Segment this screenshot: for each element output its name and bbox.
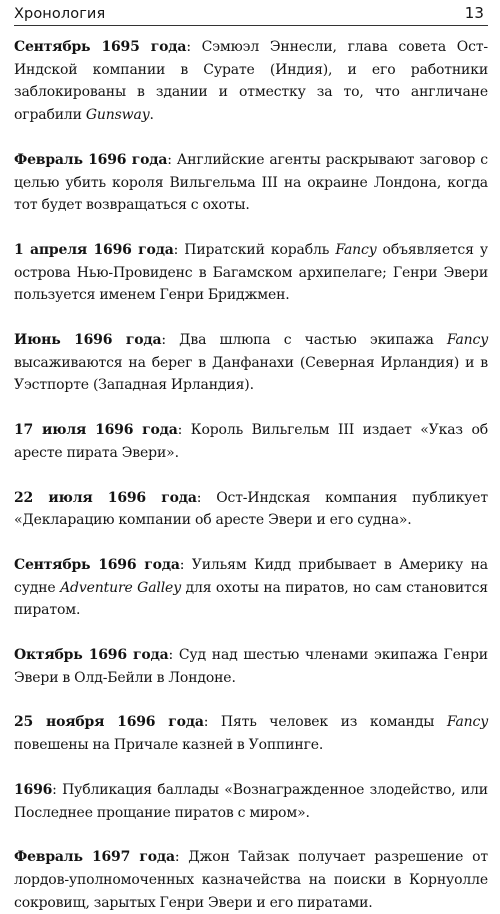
chronology-entry <box>14 779 488 824</box>
entry-date: Февраль 1696 года <box>14 151 168 168</box>
entry-date: 22 июля 1696 года <box>14 489 197 506</box>
entry-text: : Суд над шестью членами экипажа Генри Эвери в Олд-Бейли в Лондоне. <box>14 647 488 686</box>
chronology-entry <box>14 329 488 397</box>
entry-date: 17 июля 1696 года <box>14 422 178 439</box>
entry-text: . <box>149 107 154 124</box>
chronology-entry <box>14 554 488 622</box>
chronology-entry <box>14 487 488 532</box>
entry-text: : Ост-Индская компания публикует «Декларацию компании об аресте Эвери и его судна». <box>14 489 488 529</box>
section-title: Хронология <box>14 6 106 22</box>
entry-italic-name: Adventure Galley <box>60 579 181 596</box>
entry-text: : Король Вильгельм III издает «Указ об аресте пирата Эвери». <box>14 422 488 461</box>
chronology-entry <box>14 419 488 464</box>
chronology-entry <box>14 149 488 217</box>
entry-date: Июнь 1696 года <box>14 332 162 349</box>
entry-text: повешены на Причале казней в Уоппинге. <box>14 737 324 754</box>
entry-text: для охоты на пиратов, но сам становится пиратом. <box>14 579 488 619</box>
entry-date: 25 ноября 1696 года <box>14 714 204 731</box>
entry-date: Сентябрь 1695 года <box>14 39 187 55</box>
entry-text: объявляется у острова Нью-Провиденс в Багамском архипелаге; Генри Эвери пользуется именем Генри Бриджмен. <box>14 241 488 304</box>
entry-italic-name: Fancy <box>335 241 377 258</box>
entry-text: высаживаются на берег в Данфанахи (Северная Ирландия) и в Уэстпорте (Западная Ирландия). <box>14 354 488 394</box>
entry-text: : Публикация баллады «Вознагражденное злодейство, или Последнее прощание пиратов с миром». <box>14 781 488 821</box>
chronology-list <box>14 36 488 914</box>
entry-text: : Сэмюэл Эннесли, глава совета Ост-Индской компании в Сурате (Индия), и его работники заблокированы в здании и отместку за то, что англичане ограбили <box>14 39 489 124</box>
chronology-entry <box>14 711 488 756</box>
entry-date: Октябрь 1696 года <box>14 647 169 664</box>
entry-text: : Английские агенты раскрывают заговор с целью убить короля Вильгельма III на окраине Лондона, когда тот будет возвращаться с охоты. <box>14 151 488 214</box>
chronology-entry <box>14 239 488 307</box>
entry-text: : Пиратский корабль <box>173 241 336 258</box>
entry-text: : Джон Тайзак получает разрешение от лордов-уполномоченных казначейства на поиски в Корнуолле сокровищ, зарытых Генри Эвери и его пиратами. <box>14 849 488 911</box>
entry-italic-name: Fancy <box>446 714 489 731</box>
entry-italic-name: Gunsway <box>85 107 150 124</box>
entry-text: : Пять человек из команды <box>203 714 447 731</box>
entry-text: : Уильям Кидд прибывает в Америку на судне <box>14 556 488 596</box>
chronology-entry <box>14 846 488 914</box>
running-header <box>14 0 488 26</box>
entry-date: 1 апреля 1696 года <box>14 241 174 258</box>
page-number: 13 <box>464 4 484 22</box>
entry-date: 1696 <box>14 781 53 798</box>
entry-italic-name: Fancy <box>446 332 488 349</box>
entry-date: Сентябрь 1696 года <box>14 556 180 573</box>
entry-text: : Два шлюпа с частью экипажа <box>161 332 447 349</box>
chronology-entry <box>14 644 488 689</box>
chronology-entry <box>14 36 488 127</box>
entry-date: Февраль 1697 года <box>14 849 175 866</box>
